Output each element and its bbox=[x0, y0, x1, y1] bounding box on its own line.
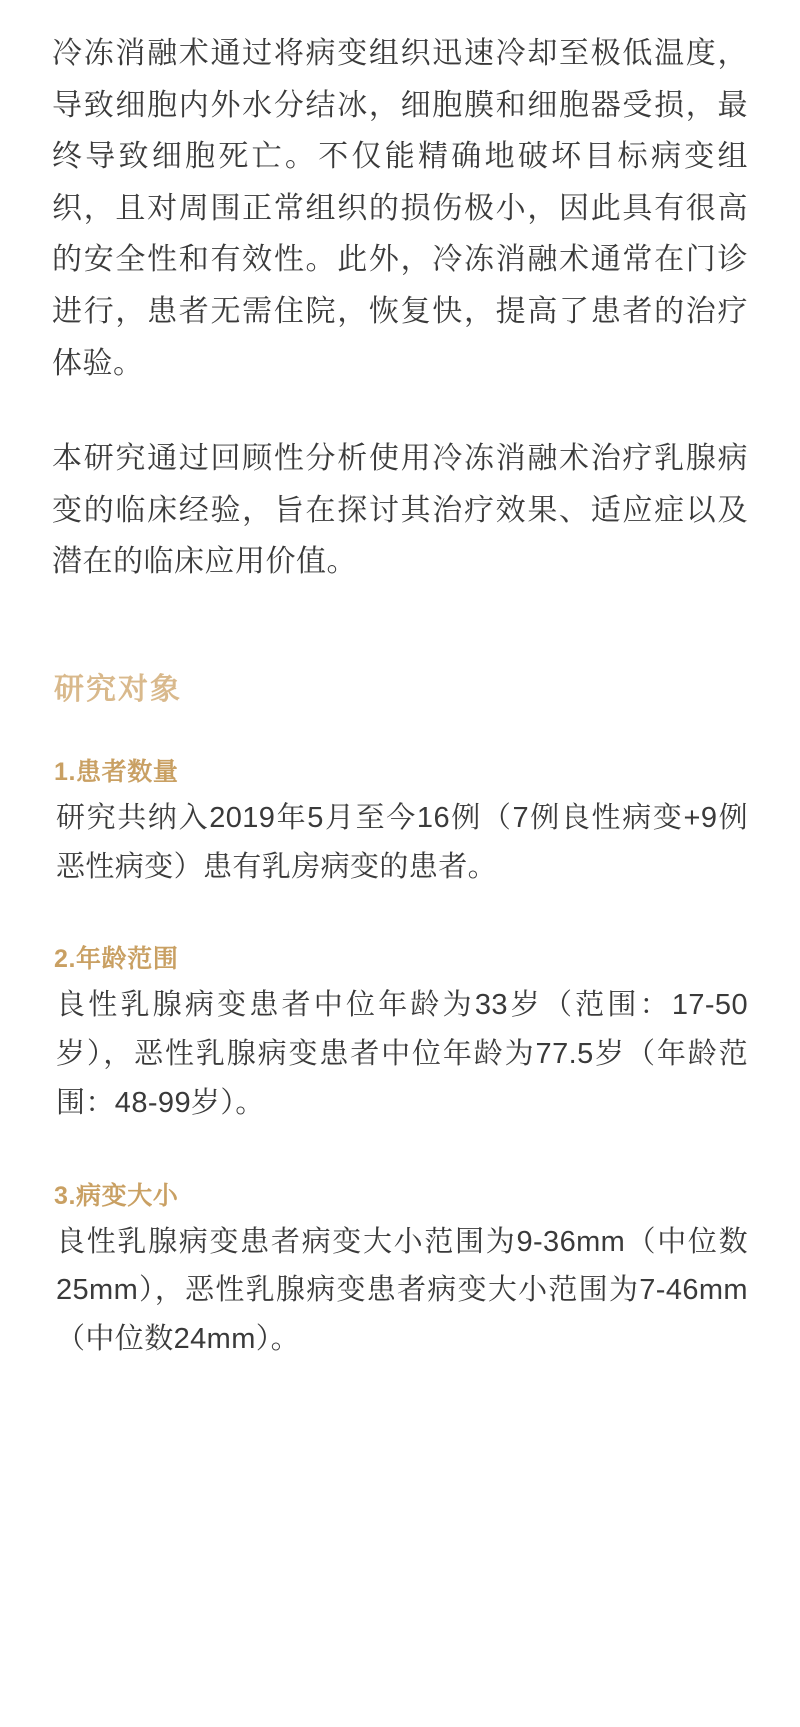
item-title: 2.年龄范围 bbox=[54, 945, 179, 974]
list-item-lesion-size bbox=[52, 1176, 748, 1364]
item-body: 良性乳腺病变患者中位年龄为33岁（范围：17-50岁），恶性乳腺病变患者中位年龄为77.5岁（年龄范围：48-99岁）。 bbox=[56, 989, 748, 1119]
list-item-patient-count bbox=[52, 752, 748, 891]
item-title: 1.患者数量 bbox=[54, 757, 179, 786]
list-item-age-range bbox=[52, 939, 748, 1127]
intro-paragraph-1: 冷冻消融术通过将病变组织迅速冷却至极低温度，导致细胞内外水分结冰，细胞膜和细胞器受损，最终导致细胞死亡。不仅能精确地破坏目标病变组织，且对周围正常组织的损伤极小，因此具有很高的安全性和有效性。此外，冷冻消融术通常在门诊进行，患者无需住院，恢复快，提高了患者的治疗体验。 bbox=[52, 37, 748, 380]
item-title: 3.病变大小 bbox=[54, 1181, 179, 1210]
section-heading-study-subjects: 研究对象 bbox=[54, 672, 182, 706]
item-body: 良性乳腺病变患者病变大小范围为9-36mm（中位数25mm），恶性乳腺病变患者病变大小范围为7-46mm（中位数24mm）。 bbox=[56, 1225, 748, 1355]
item-body: 研究共纳入2019年5月至今16例（7例良性病变+9例恶性病变）患有乳房病变的患者。 bbox=[56, 801, 748, 883]
intro-paragraph-2: 本研究通过回顾性分析使用冷冻消融术治疗乳腺病变的临床经验，旨在探讨其治疗效果、适应症以及潜在的临床应用价值。 bbox=[52, 442, 748, 579]
